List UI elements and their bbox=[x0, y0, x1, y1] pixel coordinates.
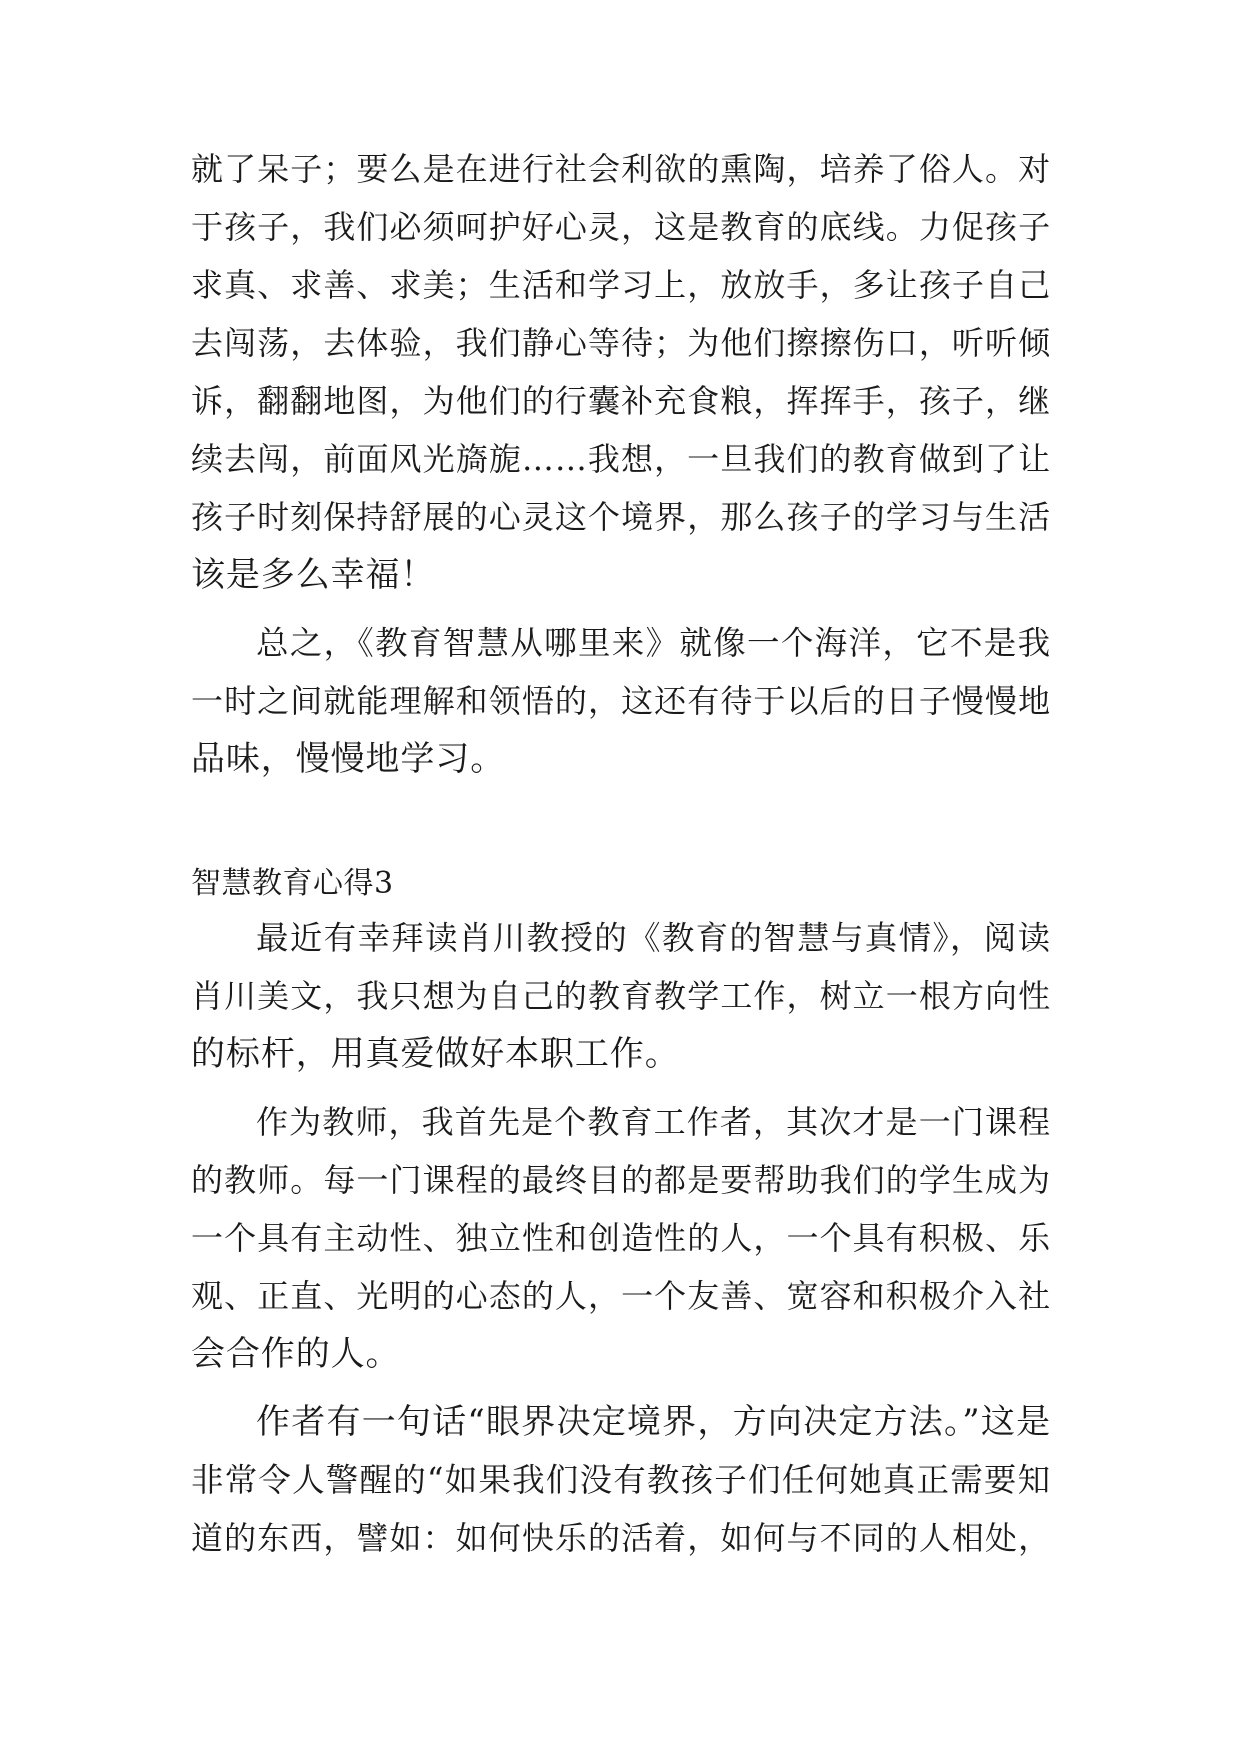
paragraph-1-line-2: 于孩子，我们必须呵护好心灵，这是教育的底线。力促孩子 bbox=[191, 208, 1051, 246]
paragraph-5-line-2: 非常令人警醒的“如果我们没有教孩子们任何她真正需要知 bbox=[191, 1461, 1051, 1499]
paragraph-1-line-5: 诉，翻翻地图，为他们的行囊补充食粮，挥挥手，孩子，继 bbox=[191, 382, 1051, 420]
paragraph-2-line-3: 品味，慢慢地学习。 bbox=[191, 739, 506, 779]
paragraph-2-line-2: 一时之间就能理解和领悟的，这还有待于以后的日子慢慢地 bbox=[191, 682, 1051, 720]
paragraph-4-line-2: 的教师。每一门课程的最终目的都是要帮助我们的学生成为 bbox=[191, 1161, 1051, 1199]
paragraph-1-line-4: 去闯荡，去体验，我们静心等待；为他们擦擦伤口，听听倾 bbox=[191, 324, 1051, 362]
paragraph-4-line-5: 会合作的人。 bbox=[191, 1334, 401, 1374]
paragraph-1-line-8: 该是多么幸福！ bbox=[191, 555, 436, 595]
paragraph-1-line-6: 续去闯，前面风光旖旎……我想，一旦我们的教育做到了让 bbox=[191, 440, 1051, 478]
section-heading: 智慧教育心得3 bbox=[191, 866, 394, 901]
paragraph-5-line-1: 作者有一句话“眼界决定境界，方向决定方法。”这是 bbox=[256, 1402, 1051, 1442]
paragraph-4-line-3: 一个具有主动性、独立性和创造性的人，一个具有积极、乐 bbox=[191, 1219, 1051, 1257]
paragraph-4-line-1: 作为教师，我首先是个教育工作者，其次才是一门课程 bbox=[256, 1103, 1051, 1141]
paragraph-4-line-4: 观、正直、光明的心态的人，一个友善、宽容和积极介入社 bbox=[191, 1277, 1051, 1315]
paragraph-3-line-1: 最近有幸拜读肖川教授的《教育的智慧与真情》，阅读 bbox=[256, 919, 1051, 957]
paragraph-1-line-3: 求真、求善、求美；生活和学习上，放放手，多让孩子自己 bbox=[191, 266, 1051, 304]
paragraph-3-line-3: 的标杆，用真爱做好本职工作。 bbox=[191, 1034, 680, 1074]
paragraph-1-line-1: 就了呆子；要么是在进行社会利欲的熏陶，培养了俗人。对 bbox=[191, 150, 1051, 188]
paragraph-1-line-7: 孩子时刻保持舒展的心灵这个境界，那么孩子的学习与生活 bbox=[191, 498, 1051, 536]
paragraph-2-line-1: 总之，《教育智慧从哪里来》就像一个海洋，它不是我 bbox=[256, 624, 1051, 662]
paragraph-3-line-2: 肖川美文，我只想为自己的教育教学工作，树立一根方向性 bbox=[191, 977, 1051, 1015]
paragraph-5-line-3: 道的东西，譬如：如何快乐的活着，如何与不同的人相处， bbox=[191, 1519, 1051, 1557]
